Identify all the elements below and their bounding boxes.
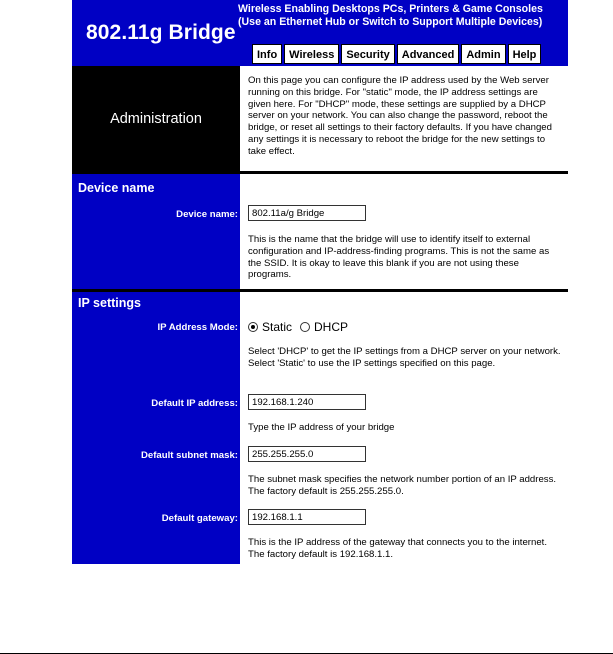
admin-row — [72, 66, 568, 171]
device-name-input[interactable] — [248, 205, 366, 221]
page-header — [72, 0, 568, 66]
section-title-ip-settings: IP settings — [78, 296, 141, 310]
ip-address-help: Type the IP address of your bridge — [248, 422, 395, 433]
ip-mode-radio-group — [248, 320, 348, 334]
tab-info[interactable]: Info — [252, 44, 282, 64]
nav-tabs — [252, 44, 543, 64]
ip-mode-label: IP Address Mode: — [157, 322, 238, 333]
admin-title: Administration — [72, 66, 240, 171]
tagline-line-1: Wireless Enabling Desktops PCs, Printers & Game Consoles — [238, 3, 543, 15]
tab-advanced[interactable]: Advanced — [397, 44, 460, 64]
ip-address-label: Default IP address: — [151, 398, 238, 409]
device-name-help: This is the name that the bridge will use to identify itself to external configuration and IP-address-finding programs. This is not the same as the SSID. It is okay to leave this blank if you are not using these programs. — [248, 234, 550, 281]
section-title-device-name: Device name — [78, 181, 155, 195]
subnet-mask-label: Default subnet mask: — [140, 450, 238, 461]
tagline — [238, 3, 564, 29]
gateway-input[interactable] — [248, 509, 366, 525]
subnet-mask-help: The subnet mask specifies the network number portion of an IP address. The factory default is 255.255.255.0. — [248, 474, 557, 497]
admin-description: On this page you can configure the IP address used by the Web server running on this bridge. For "static" mode, the IP address settings are given here. For "DHCP" mode, these settings are supplied by a DHCP server on your network. You can also change the password, reboot the bridge, or reset all settings to their factory defaults. If you have changed any settings it is necessary to reboot the bridge for the new settings to take effect. — [240, 66, 568, 171]
tab-wireless[interactable]: Wireless — [284, 44, 339, 64]
dhcp-radio[interactable] — [300, 322, 310, 332]
dhcp-radio-label: DHCP — [314, 320, 349, 334]
gateway-help: This is the IP address of the gateway that connects you to the internet. The factory default is 192.168.1.1. — [248, 537, 548, 560]
tab-admin[interactable]: Admin — [461, 44, 505, 64]
ip-address-input[interactable] — [248, 394, 366, 410]
device-name-label: Device name: — [176, 209, 238, 220]
tagline-line-2: (Use an Ethernet Hub or Switch to Support Multiple Devices) — [238, 16, 543, 28]
tab-help[interactable]: Help — [508, 44, 542, 64]
static-radio-label: Static — [262, 320, 293, 334]
ip-mode-help: Select 'DHCP' to get the IP settings from a DHCP server on your network. Select 'Static' to use the IP settings specified on this page. — [248, 346, 561, 369]
product-title: 802.11g Bridge — [86, 21, 236, 44]
subnet-mask-input[interactable] — [248, 446, 366, 462]
static-radio[interactable] — [248, 322, 258, 332]
gateway-label: Default gateway: — [161, 513, 238, 524]
tab-security[interactable]: Security — [341, 44, 394, 64]
bridge-config-page — [72, 0, 568, 564]
